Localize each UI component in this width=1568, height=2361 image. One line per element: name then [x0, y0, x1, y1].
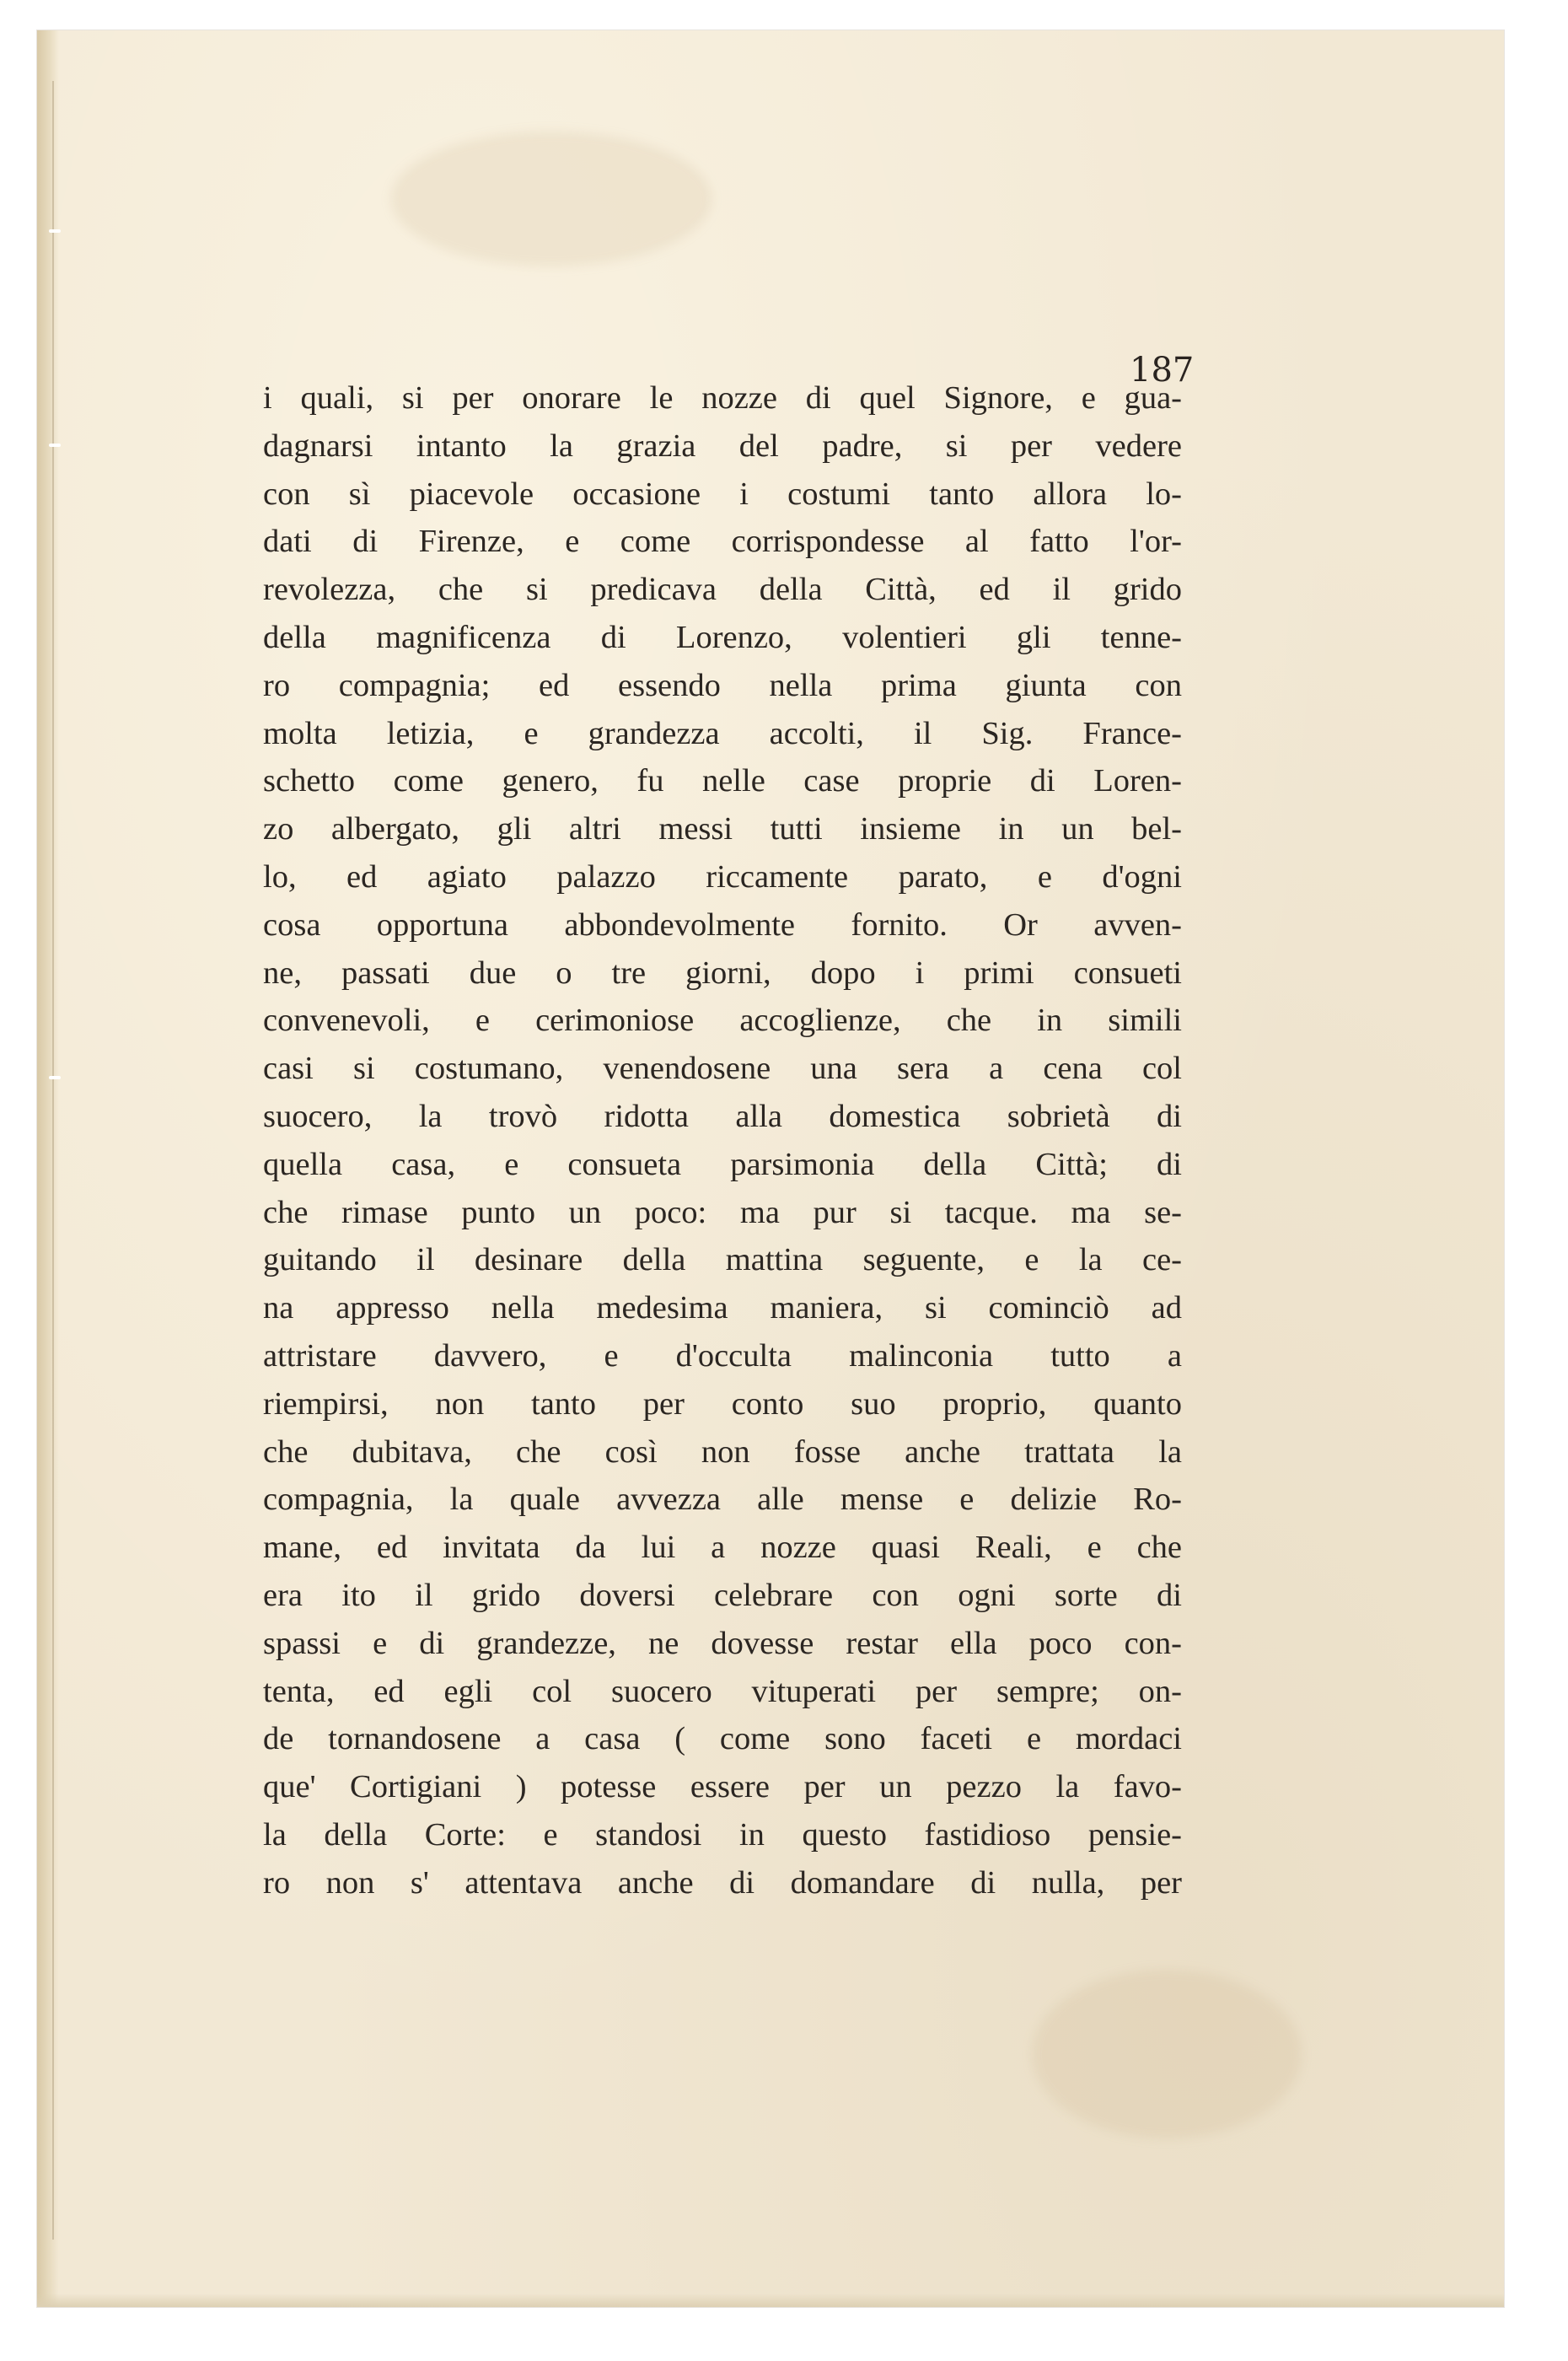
text-line: dati di Firenze, e come corrispondesse al fatto l'or-: [263, 524, 1182, 560]
page-bottom-edge: [37, 2294, 1504, 2307]
page-number: 187: [1130, 351, 1195, 390]
text-line: ne, passati due o tre giorni, dopo i primi consueti: [263, 955, 1182, 991]
book-page: [37, 30, 1504, 2307]
text-line: quella casa, e consueta parsimonia della Città; di: [263, 1146, 1182, 1182]
text-line: dagnarsi intanto la grazia del padre, si per vedere: [263, 428, 1182, 464]
text-line: suocero, la trovò ridotta alla domestica sobrietà di: [263, 1098, 1182, 1134]
text-line: schetto come genero, fu nelle case proprie di Loren-: [263, 763, 1182, 799]
text-line: che rimase punto un poco: ma pur si tacque. ma se-: [263, 1194, 1182, 1230]
text-line: riempirsi, non tanto per conto suo proprio, quanto: [263, 1385, 1182, 1422]
text-line: della magnificenza di Lorenzo, volentieri gli tenne-: [263, 619, 1182, 655]
text-line: attristare davvero, e d'occulta malinconia tutto a: [263, 1337, 1182, 1374]
text-line: compagnia, la quale avvezza alle mense e delizie Ro-: [263, 1482, 1182, 1518]
text-line: revolezza, che si predicava della Città, ed il grido: [263, 572, 1182, 608]
text-line: che dubitava, che così non fosse anche trattata la: [263, 1433, 1182, 1470]
text-line: molta letizia, e grandezza accolti, il Sig. France-: [263, 715, 1182, 751]
text-line: spassi e di grandezze, ne dovesse restar ella poco con-: [263, 1625, 1182, 1661]
body-text: [263, 374, 1182, 1907]
binding-fold: [52, 81, 54, 2240]
paper-stain: [391, 132, 712, 266]
text-line: era ito il grido doversi celebrare con ogni sorte di: [263, 1577, 1182, 1613]
text-line: lo, ed agiato palazzo riccamente parato, e d'ogni: [263, 858, 1182, 895]
text-line: ro non s' attentava anche di domandare di nulla, per: [263, 1864, 1182, 1901]
edge-nick: [49, 229, 61, 233]
text-line: con sì piacevole occasione i costumi tanto allora lo-: [263, 476, 1182, 512]
edge-nick: [49, 444, 61, 447]
text-line: que' Cortigiani ) potesse essere per un pezzo la favo-: [263, 1769, 1182, 1805]
text-line: i quali, si per onorare le nozze di quel Signore, e gua-: [263, 380, 1182, 416]
text-line: convenevoli, e cerimoniose accoglienze, che in simili: [263, 1003, 1182, 1039]
page-left-edge: [37, 30, 59, 2307]
edge-nick: [49, 1076, 61, 1079]
text-line: ro compagnia; ed essendo nella prima giunta con: [263, 667, 1182, 703]
text-line: cosa opportuna abbondevolmente fornito. Or avven-: [263, 906, 1182, 943]
text-line: tenta, ed egli col suocero vituperati per sempre; on-: [263, 1673, 1182, 1709]
text-line: casi si costumano, venendosene una sera a cena col: [263, 1051, 1182, 1087]
text-line: zo albergato, gli altri messi tutti insieme in un bel-: [263, 811, 1182, 847]
text-line: na appresso nella medesima maniera, si cominciò ad: [263, 1290, 1182, 1326]
text-line: mane, ed invitata da lui a nozze quasi Reali, e che: [263, 1530, 1182, 1566]
paper-stain: [1032, 1970, 1302, 2138]
text-line: la della Corte: e standosi in questo fastidioso pensie-: [263, 1816, 1182, 1853]
text-line: de tornandosene a casa ( come sono faceti e mordaci: [263, 1721, 1182, 1757]
text-line: guitando il desinare della mattina seguente, e la ce-: [263, 1242, 1182, 1278]
